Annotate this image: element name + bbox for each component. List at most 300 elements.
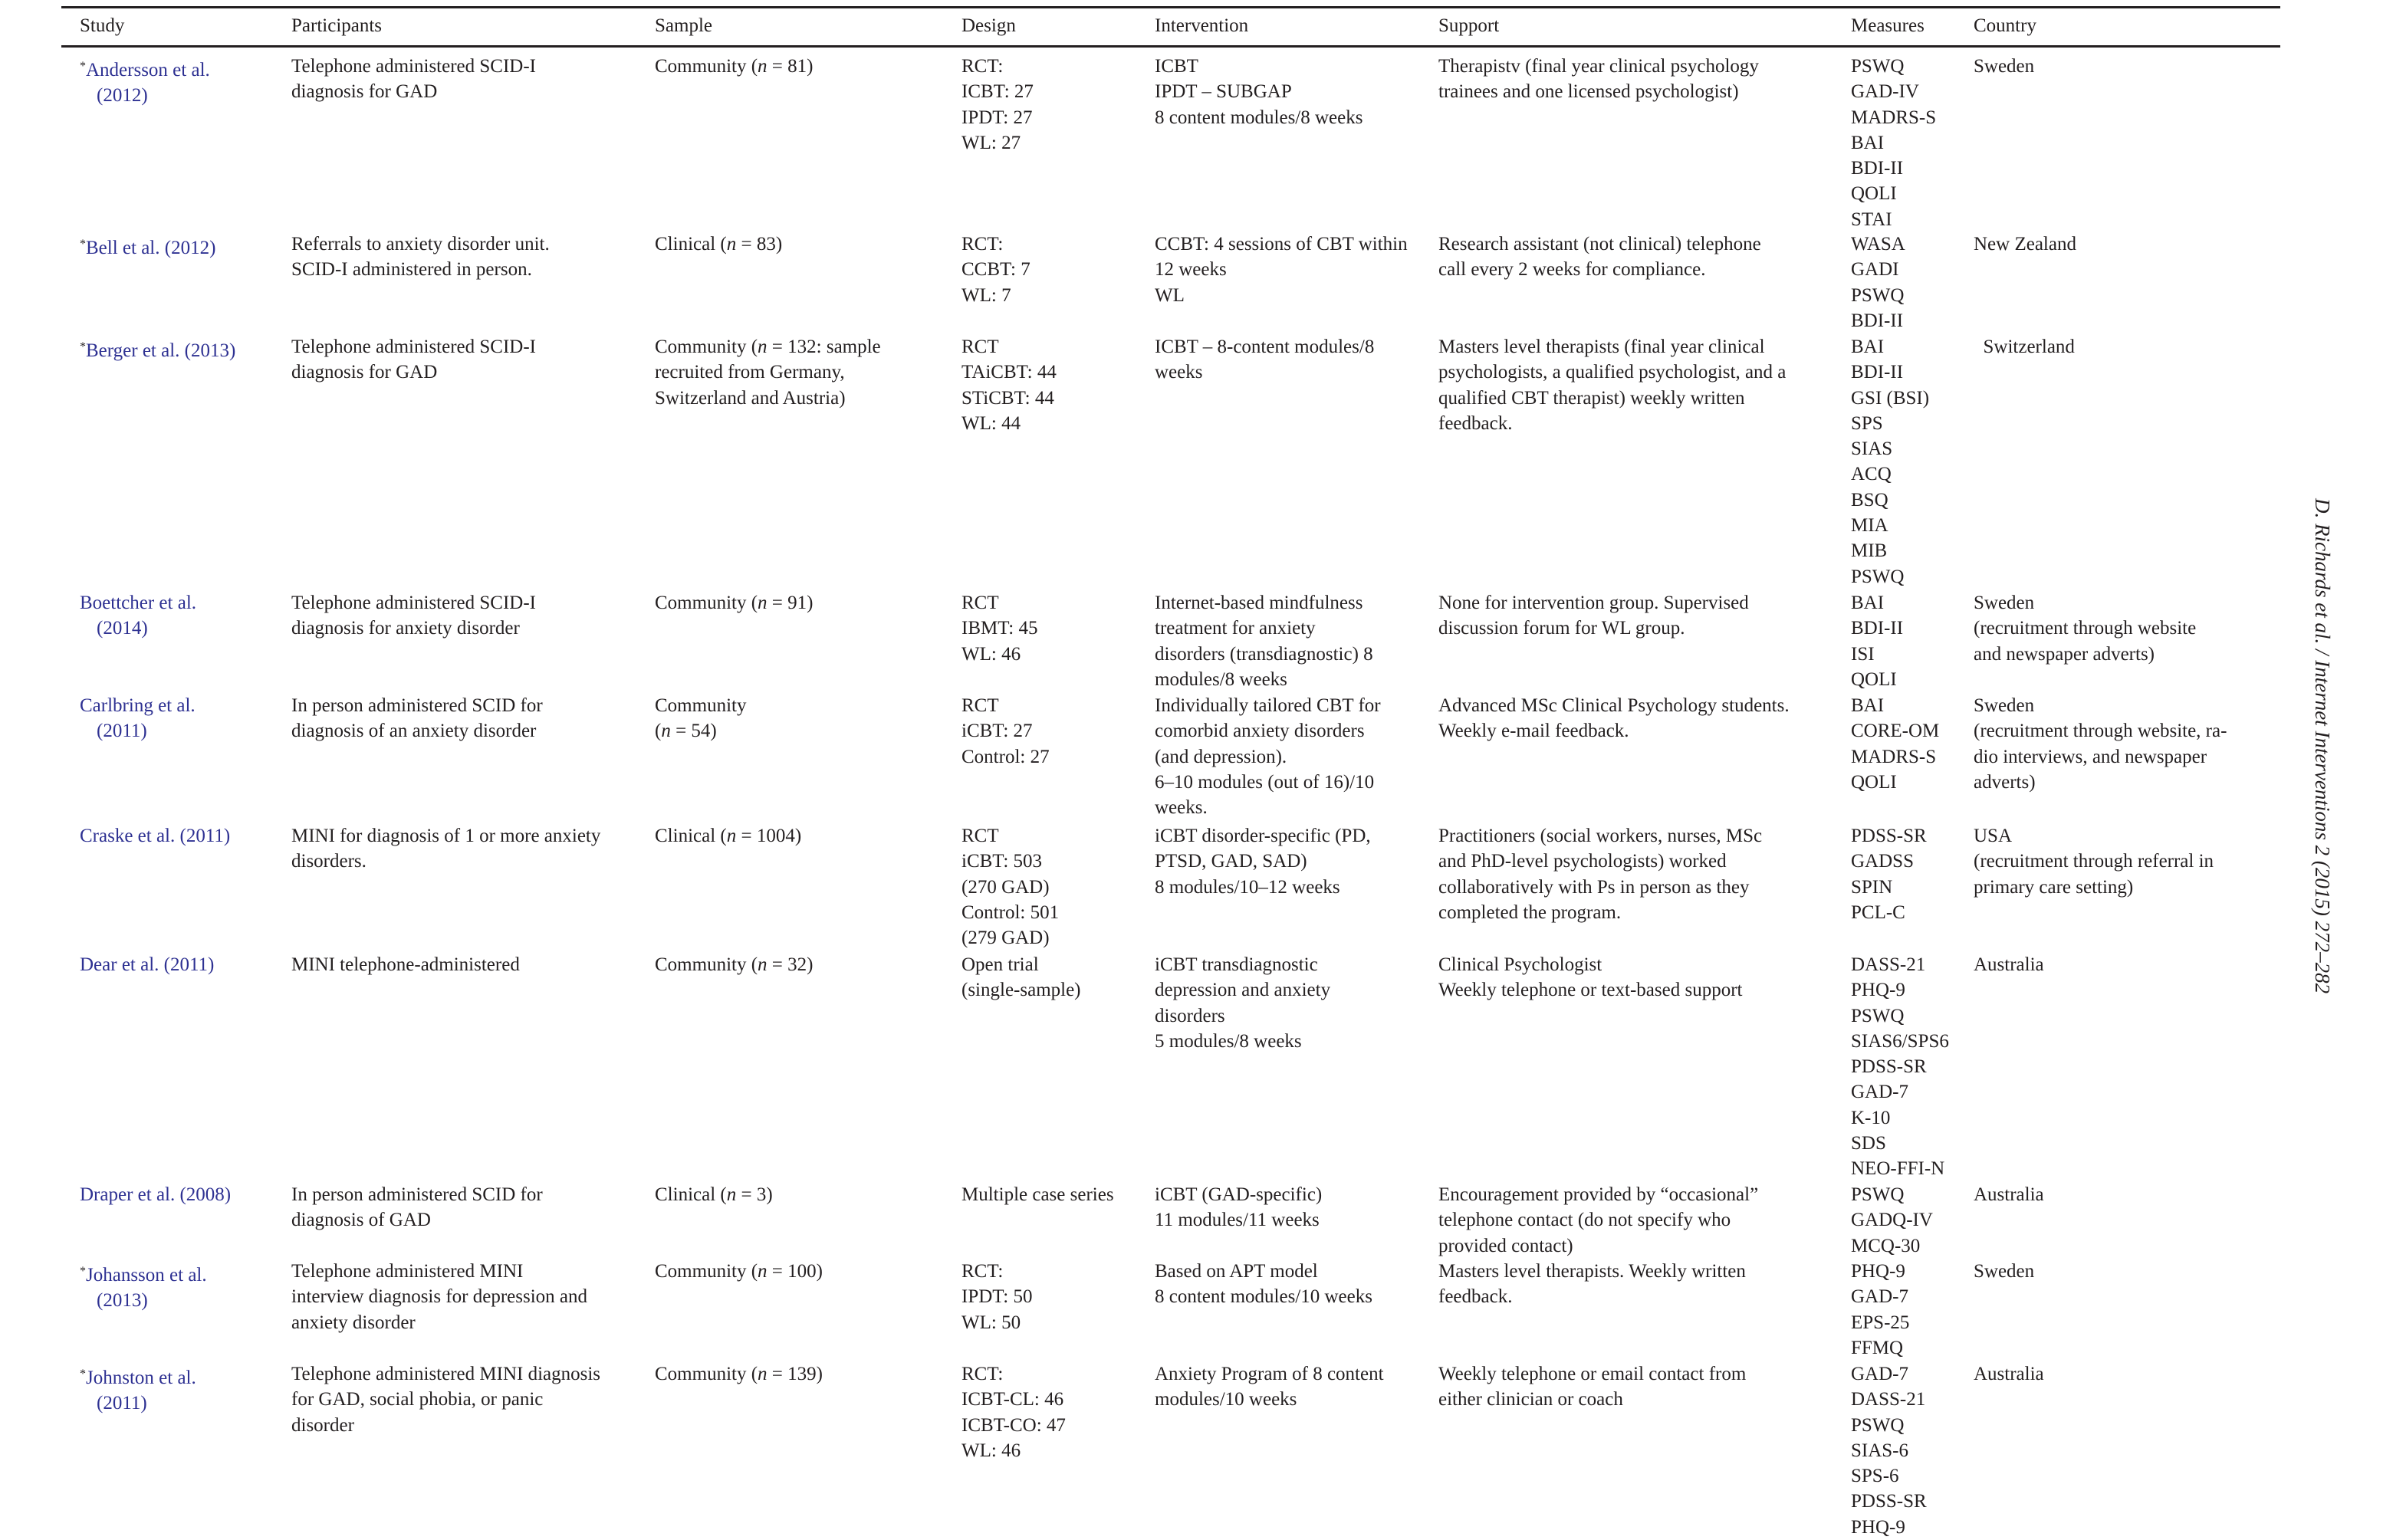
design-line: WL: 27	[961, 132, 1021, 153]
country-line: dio interviews, and newspaper	[1974, 746, 2207, 767]
sample-count: = 81)	[767, 56, 814, 77]
support-line: completed the program.	[1438, 901, 1622, 923]
measure-item: GADQ-IV	[1851, 1210, 1933, 1231]
sample-line	[655, 54, 813, 79]
study-citation-line[interactable]	[80, 823, 230, 849]
measure-item: BDI-II	[1851, 158, 1904, 179]
support-line: provided contact)	[1438, 1235, 1573, 1256]
measures-cell	[1851, 693, 1939, 795]
intervention-line: IPDT – SUBGAP	[1155, 81, 1292, 103]
support-line: feedback.	[1438, 412, 1513, 434]
support-cell	[1438, 952, 1742, 1003]
measure-item: PHQ-9	[1851, 1261, 1905, 1282]
measure-item: PDSS-SR	[1851, 1491, 1927, 1512]
study-citation-text[interactable]: Craske et al. (2011)	[80, 826, 231, 846]
support-cell	[1438, 334, 1786, 436]
header-support: Support	[1438, 15, 1500, 36]
design-line: (270 GAD)	[961, 876, 1050, 898]
header-sample: Sample	[655, 15, 712, 36]
sample-cell	[655, 1182, 773, 1207]
sample-line	[655, 334, 881, 360]
sample-cell	[655, 952, 813, 977]
participants-line: diagnosis for GAD	[291, 362, 438, 383]
measure-item: EPS-25	[1851, 1312, 1910, 1333]
participants-line: MINI for diagnosis of 1 or more anxiety	[291, 826, 601, 846]
country-line: Sweden	[1974, 1261, 2035, 1282]
support-line: Clinical Psychologist	[1438, 954, 1602, 975]
study-citation-line[interactable]	[80, 590, 196, 616]
study-citation-text[interactable]: Johansson et al.	[86, 1265, 207, 1286]
included-study-asterisk: *	[80, 340, 86, 353]
support-cell	[1438, 231, 1761, 283]
measure-item: K-10	[1851, 1107, 1891, 1128]
intervention-cell	[1155, 1259, 1372, 1310]
sample-n-symbol: n	[661, 721, 671, 742]
intervention-line: ICBT – 8-content modules/8	[1155, 337, 1375, 357]
header-measures: Measures	[1851, 15, 1925, 36]
study-citation-text[interactable]: (2014)	[97, 618, 148, 639]
measure-item: GAD-IV	[1851, 81, 1919, 103]
support-line: telephone contact (do not specify who	[1438, 1210, 1731, 1231]
design-line: (279 GAD)	[961, 928, 1050, 949]
design-line: RCT	[961, 695, 999, 716]
participants-line: In person administered SCID for	[291, 1184, 543, 1205]
sample-count: = 1004)	[736, 826, 802, 846]
study-citation-line[interactable]	[80, 952, 214, 977]
measure-item: GAD-7	[1851, 1364, 1908, 1384]
study-citation-link[interactable]	[80, 334, 235, 363]
design-line: Multiple case series	[961, 1184, 1114, 1205]
intervention-line: treatment for anxiety	[1155, 618, 1316, 639]
sample-n-symbol: n	[758, 56, 768, 77]
running-header	[2306, 498, 2337, 1035]
design-line: RCT:	[961, 1364, 1004, 1384]
sample-count: = 32)	[767, 954, 814, 975]
study-citation-link[interactable]	[80, 693, 196, 744]
measure-item: BDI-II	[1851, 310, 1904, 331]
support-cell	[1438, 823, 1762, 925]
sample-line	[655, 590, 813, 616]
measures-cell	[1851, 590, 1903, 692]
header-design: Design	[961, 15, 1016, 36]
intervention-line: 8 modules/10–12 weeks	[1155, 876, 1340, 898]
design-cell	[961, 590, 1037, 667]
country-cell	[1974, 231, 2076, 257]
country-line: Sweden	[1974, 56, 2035, 77]
sample-line	[655, 1182, 773, 1207]
table-header-rule	[61, 45, 2280, 48]
design-cell	[961, 823, 1059, 951]
included-study-asterisk: *	[80, 1265, 86, 1278]
study-citation-line[interactable]	[80, 616, 196, 641]
sample-line	[655, 231, 782, 257]
study-citation-line[interactable]	[80, 1288, 207, 1313]
study-citation-line[interactable]	[80, 1361, 196, 1391]
design-line: WL: 46	[961, 1440, 1021, 1461]
measures-cell	[1851, 823, 1927, 925]
measure-item: CORE-OM	[1851, 721, 1940, 742]
participants-line: MINI telephone-administered	[291, 954, 520, 975]
design-cell	[961, 54, 1034, 156]
study-citation-text[interactable]: Bell et al. (2012)	[86, 238, 216, 258]
support-line: Masters level therapists. Weekly written	[1438, 1261, 1746, 1282]
sample-line: recruited from Germany,	[655, 362, 845, 383]
support-line: either clinician or coach	[1438, 1389, 1623, 1410]
participants-cell	[291, 1361, 600, 1438]
intervention-line: disorders (transdiagnostic) 8	[1155, 643, 1373, 665]
sample-n-symbol: n	[726, 234, 737, 254]
sample-cell	[655, 1259, 823, 1284]
sample-cell	[655, 1361, 823, 1387]
study-citation-text[interactable]: (2012)	[97, 85, 148, 107]
participants-cell	[291, 1259, 587, 1335]
country-cell	[1974, 1361, 2044, 1387]
intervention-line: Anxiety Program of 8 content	[1155, 1364, 1384, 1384]
measure-item: SPS-6	[1851, 1466, 1899, 1487]
design-line: ICBT: 27	[961, 81, 1034, 103]
sample-text: Community (	[655, 56, 758, 77]
participants-cell	[291, 231, 550, 283]
measure-item: BAI	[1851, 337, 1885, 357]
design-line: Open trial	[961, 954, 1039, 975]
participants-line: disorders.	[291, 851, 367, 872]
measure-item: SPS	[1851, 412, 1883, 434]
measure-item: PSWQ	[1851, 56, 1905, 77]
sample-text: Clinical (	[655, 826, 727, 846]
intervention-cell	[1155, 1182, 1322, 1233]
support-line: Advanced MSc Clinical Psychology students.	[1438, 695, 1790, 716]
sample-count: = 100)	[767, 1261, 823, 1282]
study-citation-link[interactable]	[80, 823, 230, 849]
country-line: Australia	[1974, 954, 2044, 975]
measure-item: MCQ-30	[1851, 1235, 1921, 1256]
intervention-line: CCBT: 4 sessions of CBT within	[1155, 234, 1408, 254]
measure-item: PDSS-SR	[1851, 826, 1927, 846]
sample-cell	[655, 693, 746, 744]
study-citation-line[interactable]	[80, 693, 196, 718]
sample-line	[655, 823, 801, 849]
design-line: IBMT: 45	[961, 618, 1038, 639]
measure-item: NEO-FFI-N	[1851, 1158, 1945, 1180]
design-line: RCT:	[961, 234, 1004, 254]
participants-line: diagnosis for anxiety disorder	[291, 618, 520, 639]
country-cell	[1974, 952, 2044, 977]
measure-item: MADRS-S	[1851, 107, 1937, 128]
design-line: RCT	[961, 826, 999, 846]
sample-n-symbol: n	[758, 1261, 768, 1282]
measure-item: GAD-7	[1851, 1082, 1908, 1103]
participants-line: anxiety disorder	[291, 1312, 416, 1333]
intervention-line: Individually tailored CBT for	[1155, 695, 1381, 716]
intervention-cell	[1155, 952, 1330, 1054]
header-country: Country	[1974, 15, 2036, 36]
sample-text: Community (	[655, 1261, 758, 1282]
measures-cell	[1851, 952, 1949, 1182]
intervention-line: disorders	[1155, 1005, 1225, 1026]
measures-cell	[1851, 54, 1936, 232]
design-line: RCT:	[961, 56, 1004, 77]
design-line: (single-sample)	[961, 980, 1081, 1001]
support-cell	[1438, 1259, 1746, 1310]
design-line: Control: 27	[961, 746, 1050, 767]
intervention-cell	[1155, 334, 1374, 386]
sample-line: Switzerland and Austria)	[655, 387, 846, 409]
measures-cell	[1851, 1361, 1927, 1540]
measure-item: MADRS-S	[1851, 746, 1937, 767]
support-line: Weekly telephone or email contact from	[1438, 1364, 1747, 1384]
support-cell	[1438, 590, 1749, 642]
country-line: (recruitment through referral in	[1974, 851, 2214, 872]
intervention-cell	[1155, 1361, 1384, 1413]
design-line: Control: 501	[961, 901, 1060, 923]
measure-item: PSWQ	[1851, 1005, 1905, 1026]
design-line: RCT:	[961, 1261, 1004, 1282]
intervention-line: 6–10 modules (out of 16)/10	[1155, 771, 1375, 793]
included-study-asterisk: *	[80, 60, 86, 73]
intervention-line: 12 weeks	[1155, 259, 1227, 281]
sample-line	[655, 1259, 823, 1284]
study-citation-line[interactable]	[80, 334, 235, 363]
included-study-asterisk: *	[80, 1368, 86, 1381]
sample-count: = 91)	[767, 593, 814, 613]
participants-line: disorder	[291, 1414, 354, 1436]
design-line: IPDT: 27	[961, 107, 1033, 128]
intervention-cell	[1155, 590, 1373, 692]
country-line: Sweden	[1974, 593, 2035, 613]
intervention-line: modules/8 weeks	[1155, 668, 1287, 690]
intervention-line: weeks	[1155, 362, 1203, 383]
country-cell	[1974, 1182, 2044, 1207]
study-citation-text[interactable]: (2011)	[97, 1393, 147, 1414]
design-cell	[961, 693, 1050, 770]
participants-cell	[291, 952, 520, 977]
sample-cell	[655, 334, 881, 411]
sample-count: = 3)	[736, 1184, 773, 1205]
intervention-line: iCBT transdiagnostic	[1155, 954, 1318, 975]
study-citation-link[interactable]	[80, 1182, 231, 1207]
study-citation-text[interactable]: Johnston et al.	[86, 1368, 196, 1388]
study-citation-text[interactable]: Dear et al. (2011)	[80, 954, 215, 975]
measure-item: PSWQ	[1851, 1414, 1905, 1436]
measure-item: SIAS	[1851, 438, 1893, 460]
participants-line: interview diagnosis for depression and	[291, 1286, 588, 1308]
design-line: CCBT: 7	[961, 259, 1031, 281]
measure-item: STAI	[1851, 209, 1892, 230]
study-citation-line[interactable]	[80, 1182, 231, 1207]
study-citation-link[interactable]	[80, 54, 210, 109]
sample-cell	[655, 231, 782, 257]
measure-item: SIAS-6	[1851, 1440, 1909, 1461]
measure-item: DASS-21	[1851, 954, 1926, 975]
sample-line	[655, 952, 813, 977]
study-citation-text[interactable]: Carlbring et al.	[80, 695, 196, 716]
study-citation-text[interactable]: Andersson et al.	[86, 60, 210, 80]
sample-n-symbol: n	[758, 593, 768, 613]
design-cell	[961, 952, 1081, 1003]
sample-line	[655, 693, 746, 718]
participants-cell	[291, 590, 536, 642]
measure-item: QOLI	[1851, 183, 1897, 205]
intervention-line: (and depression).	[1155, 746, 1287, 767]
study-citation-link[interactable]	[80, 1259, 207, 1314]
header-study: Study	[80, 15, 125, 36]
participants-line: Telephone administered MINI	[291, 1261, 524, 1282]
measure-item: PDSS-SR	[1851, 1056, 1927, 1078]
measure-item: PSWQ	[1851, 1184, 1905, 1205]
study-citation-link[interactable]	[80, 952, 214, 977]
country-line: Australia	[1974, 1184, 2044, 1205]
study-citation-text[interactable]: Draper et al. (2008)	[80, 1184, 232, 1205]
country-line: primary care setting)	[1974, 876, 2134, 898]
measure-item: MIA	[1851, 515, 1888, 537]
sample-n-symbol: n	[758, 337, 768, 357]
measure-item: BAI	[1851, 593, 1885, 613]
measure-item: WASA	[1851, 234, 1905, 254]
study-citation-link[interactable]	[80, 1361, 196, 1417]
support-line: and PhD-level psychologists) worked	[1438, 851, 1727, 872]
support-line: trainees and one licensed psychologist)	[1438, 81, 1739, 103]
measure-item: PCL-C	[1851, 901, 1905, 923]
study-citation-link[interactable]	[80, 590, 196, 642]
intervention-line: comorbid anxiety disorders	[1155, 721, 1365, 742]
support-line: Research assistant (not clinical) telephone	[1438, 234, 1761, 254]
study-citation-line[interactable]	[80, 718, 196, 744]
country-cell	[1974, 693, 2227, 795]
intervention-line: 8 content modules/8 weeks	[1155, 107, 1363, 128]
intervention-cell	[1155, 823, 1371, 900]
study-citation-text[interactable]: (2011)	[97, 721, 147, 742]
measure-item: BSQ	[1851, 489, 1888, 511]
measure-item: SDS	[1851, 1133, 1886, 1154]
measure-item: ISI	[1851, 643, 1875, 665]
intervention-line: iCBT (GAD-specific)	[1155, 1184, 1323, 1205]
design-line: iCBT: 27	[961, 721, 1033, 742]
study-citation-text[interactable]: (2013)	[97, 1290, 148, 1312]
measure-item: SPIN	[1851, 876, 1893, 898]
participants-cell	[291, 334, 536, 386]
country-cell	[1974, 1259, 2034, 1284]
measures-cell	[1851, 1259, 1909, 1361]
support-line: call every 2 weeks for compliance.	[1438, 259, 1706, 281]
country-line: (recruitment through website	[1974, 618, 2197, 639]
design-line: RCT	[961, 337, 999, 357]
support-line: Therapistv (final year clinical psychology	[1438, 56, 1759, 77]
sample-text: (	[655, 721, 662, 742]
participants-line: diagnosis for GAD	[291, 81, 438, 103]
participants-cell	[291, 54, 536, 105]
study-citation-line[interactable]	[80, 1391, 196, 1416]
participants-line: diagnosis of an anxiety disorder	[291, 721, 537, 742]
sample-text: Community (	[655, 337, 758, 357]
header-intervention: Intervention	[1155, 15, 1249, 36]
country-cell	[1974, 54, 2034, 79]
country-cell	[1974, 334, 2075, 360]
design-cell	[961, 1361, 1066, 1463]
measure-item: FFMQ	[1851, 1337, 1904, 1358]
design-line: WL: 50	[961, 1312, 1021, 1333]
intervention-line: Internet-based mindfulness	[1155, 593, 1363, 613]
sample-cell	[655, 590, 813, 616]
study-citation-line[interactable]	[80, 1259, 207, 1288]
country-cell	[1974, 590, 2196, 667]
table-top-rule	[61, 6, 2280, 8]
country-line: adverts)	[1974, 771, 2036, 793]
country-line: Australia	[1974, 1364, 2044, 1384]
study-citation-link[interactable]	[80, 231, 215, 261]
sample-line	[655, 1361, 823, 1387]
intervention-line: 11 modules/11 weeks	[1155, 1210, 1320, 1231]
measure-item: ACQ	[1851, 464, 1892, 485]
intervention-line: weeks.	[1155, 797, 1208, 819]
measure-item: GADI	[1851, 259, 1899, 281]
measure-item: BDI-II	[1851, 618, 1904, 639]
measure-item: PSWQ	[1851, 566, 1905, 587]
design-line: TAiCBT: 44	[961, 362, 1057, 383]
country-line: and newspaper adverts)	[1974, 643, 2155, 665]
study-citation-line[interactable]	[80, 83, 210, 108]
participants-line: for GAD, social phobia, or panic	[291, 1389, 544, 1410]
country-line: New Zealand	[1974, 234, 2076, 254]
design-line: STiCBT: 44	[961, 387, 1054, 409]
measure-item: BDI-II	[1851, 362, 1904, 383]
sample-cell	[655, 54, 813, 79]
intervention-line: ICBT	[1155, 56, 1198, 77]
support-cell	[1438, 54, 1759, 105]
country-line: (recruitment through website, ra-	[1974, 721, 2227, 742]
sample-count: = 132: sample	[767, 337, 881, 357]
participants-line: diagnosis of GAD	[291, 1210, 431, 1231]
sample-count: = 139)	[767, 1364, 823, 1384]
participants-line: Telephone administered SCID-I	[291, 337, 536, 357]
study-citation-text[interactable]: Boettcher et al.	[80, 593, 197, 613]
country-line: Switzerland	[1974, 337, 2075, 357]
intervention-cell	[1155, 693, 1381, 820]
sample-n-symbol: n	[726, 1184, 737, 1205]
study-citation-line[interactable]	[80, 54, 210, 83]
sample-line	[655, 718, 746, 744]
design-line: RCT	[961, 593, 999, 613]
design-line: iCBT: 503	[961, 851, 1043, 872]
participants-line: Telephone administered SCID-I	[291, 56, 536, 77]
support-line: discussion forum for WL group.	[1438, 618, 1685, 639]
measure-item: PHQ-9	[1851, 980, 1905, 1001]
intervention-line: WL	[1155, 284, 1185, 306]
sample-text: Community (	[655, 1364, 758, 1384]
sample-count: = 54)	[670, 721, 717, 742]
measure-item: DASS-21	[1851, 1389, 1926, 1410]
study-citation-text[interactable]: Berger et al. (2013)	[86, 340, 236, 361]
support-line: Masters level therapists (final year clinical	[1438, 337, 1765, 357]
sample-text: Community (	[655, 954, 758, 975]
sample-n-symbol: n	[758, 1364, 768, 1384]
support-line: Encouragement provided by “occasional”	[1438, 1184, 1759, 1205]
participants-cell	[291, 1182, 543, 1233]
intervention-line: 8 content modules/10 weeks	[1155, 1286, 1372, 1308]
design-line: ICBT-CL: 46	[961, 1389, 1064, 1410]
study-citation-line[interactable]	[80, 231, 215, 261]
participants-cell	[291, 693, 543, 744]
country-line: USA	[1974, 826, 2013, 846]
intervention-line: Based on APT model	[1155, 1261, 1318, 1282]
measures-cell	[1851, 231, 1905, 333]
measure-item: GADSS	[1851, 851, 1914, 872]
measure-item: BAI	[1851, 695, 1885, 716]
measure-item: BAI	[1851, 132, 1885, 153]
measure-item: GSI (BSI)	[1851, 387, 1930, 409]
measure-item: SIAS6/SPS6	[1851, 1030, 1949, 1052]
measures-cell	[1851, 1182, 1933, 1259]
design-cell	[961, 231, 1031, 308]
